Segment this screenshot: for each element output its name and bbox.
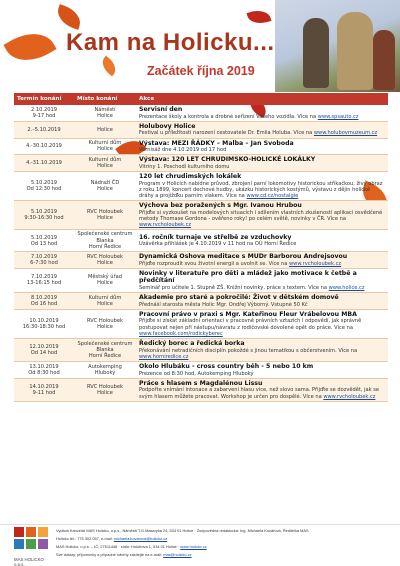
event-link[interactable]: www.horniredice.cz — [139, 353, 189, 360]
event-date-text: 14.10.2019 9-11 hod — [29, 383, 59, 396]
event-place-text: RVC Holoubek Holice — [87, 317, 123, 330]
col-header-where: Místo konání — [74, 93, 136, 105]
event-title: Novinky v literatuře pro děti a mládež jako motivace k četbě a předčítání — [139, 269, 357, 285]
event-title: Výstava: 120 LET CHRUDIMSKO-HOLICKÉ LOKÁLKY — [139, 156, 316, 164]
event-description-text: Přijďte si získat základní orientaci v pracovně právních vztazích i odpovědí, jak správně postupovat nejen při nástupu/návratu z rodičovské dovolené opět do práce. Více na — [139, 318, 362, 331]
table-row — [14, 309, 388, 338]
footer-web-link[interactable]: www.holicko.cz — [180, 544, 207, 549]
event-place — [74, 339, 136, 362]
event-description-text: Prezence od 8:30 hod, Autokemping Hluboký — [139, 370, 254, 377]
event-info — [136, 230, 388, 252]
event-place — [74, 252, 136, 269]
event-title: 16. ročník turnaje ve střelbě ze vzduchovky — [139, 233, 292, 241]
footer-line-1: Vydává Kancelář MAS Holicko, o.p.s., Náměstí T.G.Masaryka 24, 534 01 Holice · Zodpovědná redaktorka: Ing. Michaela Kovářová, Ředitelka MAS — [56, 528, 309, 533]
event-description-text: Přijďte si vyzkoušet na modelových situacích i sdílením vlastních zkušeností aplikaci osvědčené metody Thomase Gordona - ověřeno roky! po celém světě, novinky v ČR. Více na — [139, 209, 383, 222]
event-place — [74, 138, 136, 155]
event-description — [139, 130, 385, 136]
event-title: Servisní den — [139, 106, 183, 113]
table-row — [14, 378, 388, 401]
page-title: Kam na Holicku... — [66, 29, 275, 56]
event-info — [136, 121, 388, 138]
photo-figure — [303, 18, 329, 88]
event-date-text: 13.10.2019 Od 8:30 hod — [28, 363, 60, 376]
event-info — [136, 378, 388, 401]
event-title: 120 let chrudimských lokálek — [139, 173, 242, 181]
event-date-text: 7.10.2019 6-7:30 hod — [30, 253, 58, 266]
event-description — [139, 114, 385, 120]
footer-line-2 — [56, 536, 167, 541]
event-info — [136, 172, 388, 201]
event-info — [136, 268, 388, 292]
event-description-text: Podpořte vnímání intonace a zabarvení hlasu vice, než slovo sama. Přijďte se dozvědět, jak se svým hlasem můžete pracovat. Workshop je určen pro dospělé. Více na — [139, 387, 380, 400]
event-place — [74, 362, 136, 379]
event-info — [136, 138, 388, 155]
event-date — [14, 155, 74, 172]
event-link[interactable]: www.rvcholoubek.cz — [323, 393, 376, 400]
event-date-text: 5.10.2019 9:30-16:30 hod — [24, 209, 64, 222]
event-link[interactable]: www.rvcholoubek.cz — [139, 222, 192, 229]
event-date-text: 7.10.2019 13-16:15 hod — [26, 274, 62, 287]
table-row — [14, 293, 388, 310]
event-description-text: Festival u příležitosti narození cestovatele Dr. Emila Holuba. Více na — [139, 130, 313, 137]
event-date — [14, 138, 74, 155]
event-description-text: Prezentace školy a kontrola a drobné seřízení Vašeho vozidla. Více na — [139, 113, 317, 120]
table-row — [14, 362, 388, 379]
table-row — [14, 172, 388, 201]
event-info — [136, 293, 388, 310]
event-place — [74, 309, 136, 338]
event-title: Pracovní právo v praxi s Mgr. Kateřinou Fleur Vrábelovou MBA — [139, 310, 357, 318]
event-date — [14, 172, 74, 201]
table-row — [14, 155, 388, 172]
event-date-text: 4.-30.10.2019 — [26, 143, 62, 150]
event-date-text: 2.–5.10.2019 — [27, 126, 61, 133]
event-place-text: Městský úřad Holice — [88, 274, 122, 287]
event-place — [74, 172, 136, 201]
mas-holicko-logo — [14, 527, 52, 557]
event-place-text: RVC Holoubek Holice — [87, 383, 123, 396]
footer-line-3-text: MAS Holicko, o.p.s. – IČ: 27511448 · sídlo: Holubova 1, 534 01 Holice · — [56, 544, 180, 549]
event-title: Okolo Hlubáku - cross country běh - 5 nebo 10 km — [139, 363, 314, 371]
event-date — [14, 293, 74, 310]
event-description — [139, 348, 385, 360]
page-subtitle: Začátek října 2019 — [147, 64, 255, 78]
event-place-text: RVC Holoubek Holice — [87, 253, 123, 266]
footer-line-4-text: Své dotazy, připomínky a případné návrhy zasílejte na e-mail: — [56, 552, 163, 557]
event-link[interactable]: www.rvcholoubek.cz — [289, 260, 342, 267]
event-description — [139, 147, 385, 153]
table-row — [14, 105, 388, 121]
event-description — [139, 241, 385, 247]
event-place-text: RVC Holoubek Holice — [87, 209, 123, 222]
event-description — [139, 164, 385, 170]
event-date-text: 4.-31.10.2019 — [26, 160, 62, 167]
event-description-text: Vernisáž dne 4.10.2019 od 17 hod — [139, 147, 227, 154]
event-date-text: 12.10.2019 Od 14 hod — [29, 343, 59, 357]
col-header-when: Termín konání — [14, 93, 74, 105]
event-date-text: 2.10.2019 9-17 hod — [31, 106, 57, 119]
event-description — [139, 210, 385, 229]
table-row — [14, 138, 388, 155]
event-description — [139, 371, 385, 377]
event-description-text: Překonávání netradičních disciplín pokoždé s jinou tematikou s občerstvením. Více na — [139, 347, 358, 354]
event-place — [74, 230, 136, 252]
event-date-text: 8.10.2019 Od 16 hod — [30, 294, 58, 307]
event-date — [14, 268, 74, 292]
event-description-text: Přednáší starosta města Holic Mgr. Ondřej Výborný. Vstupné 50 Kč — [139, 301, 308, 308]
table-row — [14, 252, 388, 269]
event-date — [14, 339, 74, 362]
event-date — [14, 121, 74, 138]
events-table — [14, 93, 388, 402]
event-description — [139, 387, 385, 399]
table-header-row — [14, 93, 388, 105]
event-place-text: Společenské centrum Blanka Horní Ředice — [77, 231, 133, 250]
event-link[interactable]: www.spsauto.cz — [317, 113, 359, 120]
event-info — [136, 155, 388, 172]
header-photo — [275, 0, 400, 92]
event-link[interactable]: www.cd.cz/nostalgie — [246, 193, 299, 200]
event-place-text: Kulturní dům Holice — [88, 140, 122, 153]
event-info — [136, 362, 388, 379]
event-description-text: Seminář pro učitele 1. Stupně ZŠ. Knižní novinky, práce s textem. Více na — [139, 284, 328, 291]
table-row — [14, 201, 388, 230]
event-date-text: 5.10.2019 Od 13 hod — [30, 234, 58, 247]
event-date — [14, 230, 74, 252]
event-description — [139, 261, 385, 267]
event-place — [74, 293, 136, 310]
event-title: Výstava: MEZI ŘÁDKY – Malba – Jan Svoboda — [139, 139, 294, 147]
event-title: Ředický borec a ředická borka — [139, 340, 245, 348]
event-place-text: Náměstí Holice — [94, 106, 116, 119]
event-description-text: Uzávěrka přihlášek je 4.10.2019 v 11 hod na OÚ Horní Ředice — [139, 241, 297, 248]
event-date — [14, 362, 74, 379]
footer-email-link[interactable]: michaela.kovarova@holicko.cz — [113, 536, 168, 541]
event-info — [136, 252, 388, 269]
event-description-text: Přijďte rozproudit svou životní energii a uvolnit se. Více na — [139, 260, 288, 267]
event-place — [74, 201, 136, 230]
event-place — [74, 378, 136, 401]
table-row — [14, 268, 388, 292]
photo-figure — [373, 30, 395, 90]
event-place-text: Společenské centrum Blanka Horní Ředice — [77, 340, 133, 360]
footer-line-3 — [56, 544, 207, 549]
col-header-what: Akce — [136, 93, 388, 105]
event-place-text: Autokemping Hluboký — [88, 363, 122, 376]
event-place-text: Holice — [97, 126, 113, 133]
event-date-text: 10.10.2019 16:30-18:30 hod — [22, 317, 66, 330]
event-place — [74, 121, 136, 138]
event-title: Práce s hlasem s Magdalénou Lissu — [139, 379, 263, 387]
event-info — [136, 201, 388, 230]
event-description-text: Vitríny 1. Poschodí kulturního domu — [139, 163, 230, 170]
event-place — [74, 105, 136, 121]
event-info — [136, 309, 388, 338]
event-date — [14, 201, 74, 230]
event-place-text: Kulturní dům Holice — [88, 156, 122, 170]
event-place — [74, 268, 136, 292]
event-description — [139, 318, 385, 337]
event-link[interactable]: www.holice.cz — [328, 284, 365, 291]
footer-line-4 — [56, 552, 192, 557]
event-date — [14, 252, 74, 269]
event-date — [14, 105, 74, 121]
event-info — [136, 105, 388, 121]
event-title: Dynamická Oshova meditace s MUDr Barborou Andrejsovou — [139, 253, 348, 261]
event-date — [14, 309, 74, 338]
event-description — [139, 302, 385, 308]
event-title: Holubovy Holice — [139, 122, 196, 130]
footer-contact-link[interactable]: mas@holicko.cz — [163, 552, 192, 557]
event-title: Výchova bez poražených s Mgr. Ivanou Hrubou — [139, 202, 302, 210]
event-description — [139, 181, 385, 200]
event-place — [74, 155, 136, 172]
footer-line-2-text: Holicko tel.: 775 302 057, e-mail: — [56, 536, 113, 541]
event-description — [139, 285, 385, 291]
event-place-text: Nádraží ČD Holice — [90, 179, 120, 193]
photo-figure — [337, 12, 373, 90]
event-date — [14, 378, 74, 401]
event-link[interactable]: www.holubovmuzeum.cz — [313, 130, 378, 137]
table-row — [14, 339, 388, 362]
event-link[interactable]: www.facebook.com/rodickyberec — [139, 330, 223, 337]
event-title: Akademie pro staré a pokročilé: Život v dětském domově — [139, 294, 339, 302]
event-description-text: Program v Holicích nabídne průvod, zbrojení parní lokomotivy historickou stříkačkou, živý obraz z roku 1899, koncert dechové hudby, ukázku historických kostýmů, výstavu z dějin holické dráhy a projížďku parním vlakem. Více na — [139, 180, 383, 200]
logo-label: MAS HOLICKO o.p.s. — [14, 557, 44, 566]
event-info — [136, 339, 388, 362]
event-place-text: Kulturní dům Holice — [88, 294, 122, 307]
table-row — [14, 230, 388, 252]
event-date-text: 5.10.2019 Od 12:30 hod — [26, 179, 62, 193]
table-row — [14, 121, 388, 138]
